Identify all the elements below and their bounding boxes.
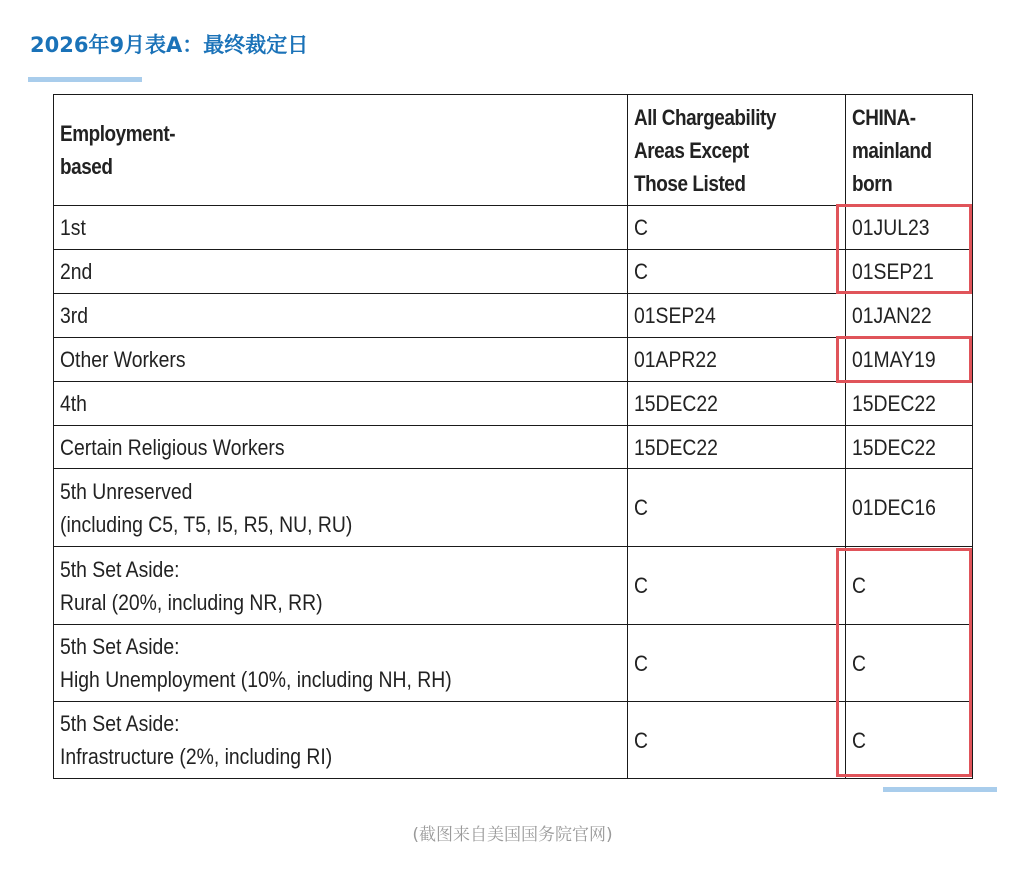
all-areas-cell: C	[628, 206, 846, 250]
category-cell: 5th Unreserved (including C5, T5, I5, R5, NU, RU)	[54, 469, 628, 547]
china-cell: 01JAN22	[846, 294, 973, 338]
category-cell: 2nd	[54, 250, 628, 294]
table-row	[54, 702, 973, 779]
china-cell: 15DEC22	[846, 426, 973, 469]
category-cell: 4th	[54, 382, 628, 426]
all-areas-cell: 01APR22	[628, 338, 846, 382]
table-header-row	[54, 95, 973, 206]
table-row	[54, 206, 973, 250]
china-cell: C	[846, 547, 973, 625]
table-row	[54, 426, 973, 469]
final-action-dates-table	[53, 94, 973, 779]
page-title: 2026年9月表A：最终裁定日	[30, 33, 309, 57]
category-cell: Certain Religious Workers	[54, 426, 628, 469]
image-caption: (截图来自美国国务院官网)	[412, 825, 613, 845]
table-row	[54, 338, 973, 382]
all-areas-cell: C	[628, 547, 846, 625]
table-row	[54, 469, 973, 547]
table-row	[54, 625, 973, 702]
all-areas-cell: C	[628, 625, 846, 702]
header-employment-based: Employment- based	[54, 95, 628, 206]
table-row	[54, 382, 973, 426]
china-cell: 01DEC16	[846, 469, 973, 547]
all-areas-cell: 15DEC22	[628, 382, 846, 426]
china-cell: 01SEP21	[846, 250, 973, 294]
china-cell: 15DEC22	[846, 382, 973, 426]
category-cell: 3rd	[54, 294, 628, 338]
table-row	[54, 547, 973, 625]
all-areas-cell: C	[628, 702, 846, 779]
all-areas-cell: 01SEP24	[628, 294, 846, 338]
china-cell: C	[846, 625, 973, 702]
bottom-accent-bar	[883, 787, 997, 792]
all-areas-cell: C	[628, 250, 846, 294]
header-china-mainland-born: CHINA- mainland born	[846, 95, 973, 206]
table-row	[54, 250, 973, 294]
title-underline-accent	[28, 77, 142, 82]
china-cell: 01MAY19	[846, 338, 973, 382]
category-cell: 5th Set Aside: High Unemployment (10%, including NH, RH)	[54, 625, 628, 702]
all-areas-cell: 15DEC22	[628, 426, 846, 469]
china-cell: C	[846, 702, 973, 779]
all-areas-cell: C	[628, 469, 846, 547]
category-cell: Other Workers	[54, 338, 628, 382]
header-all-chargeability: All Chargeability Areas Except Those Listed	[628, 95, 846, 206]
china-cell: 01JUL23	[846, 206, 973, 250]
table-row	[54, 294, 973, 338]
category-cell: 5th Set Aside: Infrastructure (2%, including RI)	[54, 702, 628, 779]
category-cell: 1st	[54, 206, 628, 250]
category-cell: 5th Set Aside: Rural (20%, including NR, RR)	[54, 547, 628, 625]
